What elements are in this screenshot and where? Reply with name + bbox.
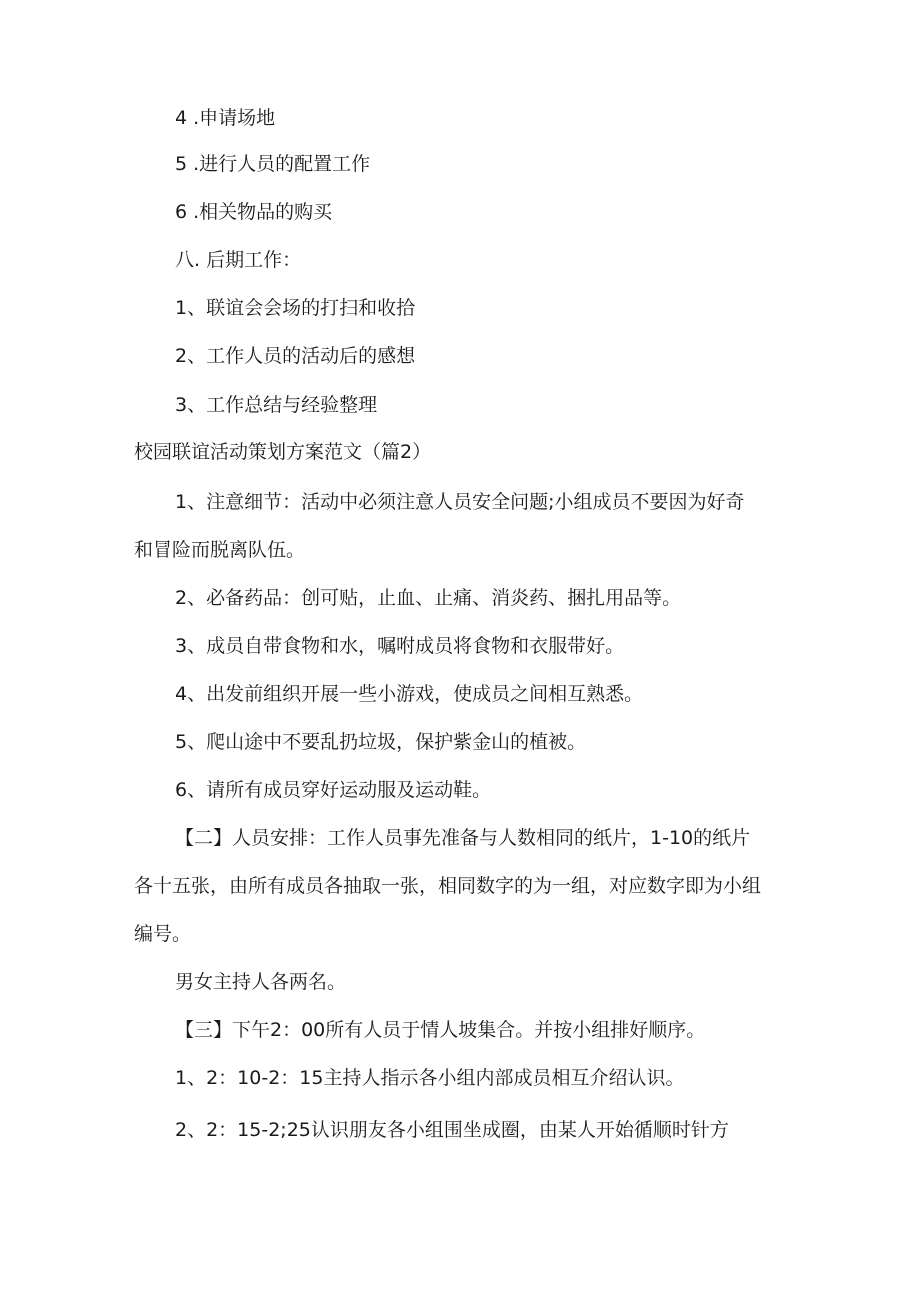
note-item-4: 4、出发前组织开展一些小游戏，使成员之间相互熟悉。 xyxy=(175,683,644,705)
section-8-item-3: 3、工作总结与经验整理 xyxy=(175,394,378,416)
schedule-item-1: 1、2：10-2：15主持人指示各小组内部成员相互介绍认识。 xyxy=(175,1067,685,1089)
section-8-item-2: 2、工作人员的活动后的感想 xyxy=(175,345,416,367)
article-title: 校园联谊活动策划方案范文（篇2） xyxy=(134,441,432,463)
prep-item-6: 6 .相关物品的购买 xyxy=(175,201,333,223)
prep-item-4: 4 .申请场地 xyxy=(175,107,276,129)
section-8-heading: 八. 后期工作： xyxy=(175,249,302,271)
staff-paragraph-line-2: 各十五张，由所有成员各抽取一张，相同数字的为一组，对应数字即为小组 xyxy=(134,875,762,897)
section-8-item-1: 1、联谊会会场的打扫和收拾 xyxy=(175,297,416,319)
schedule-heading: 【三】下午2：00所有人员于情人坡集合。并按小组排好顺序。 xyxy=(175,1019,706,1041)
note-item-3: 3、成员自带食物和水，嘱咐成员将食物和衣服带好。 xyxy=(175,635,625,657)
staff-paragraph-line-3: 编号。 xyxy=(134,923,192,945)
hosts-line: 男女主持人各两名。 xyxy=(175,971,347,993)
note-item-1-line-1: 1、注意细节：活动中必须注意人员安全问题;小组成员不要因为好奇 xyxy=(175,491,745,513)
note-item-2: 2、必备药品：创可贴，止血、止痛、消炎药、捆扎用品等。 xyxy=(175,587,682,609)
schedule-item-2: 2、2：15-2;25认识朋友各小组围坐成圈，由某人开始循顺时针方 xyxy=(175,1119,729,1141)
note-item-5: 5、爬山途中不要乱扔垃圾，保护紫金山的植被。 xyxy=(175,731,587,753)
prep-item-5: 5 .进行人员的配置工作 xyxy=(175,153,371,175)
note-item-1-line-2: 和冒险而脱离队伍。 xyxy=(134,539,306,561)
staff-paragraph-line-1: 【二】人员安排：工作人员事先准备与人数相同的纸片，1-10的纸片 xyxy=(175,827,751,849)
note-item-6: 6、请所有成员穿好运动服及运动鞋。 xyxy=(175,779,492,801)
